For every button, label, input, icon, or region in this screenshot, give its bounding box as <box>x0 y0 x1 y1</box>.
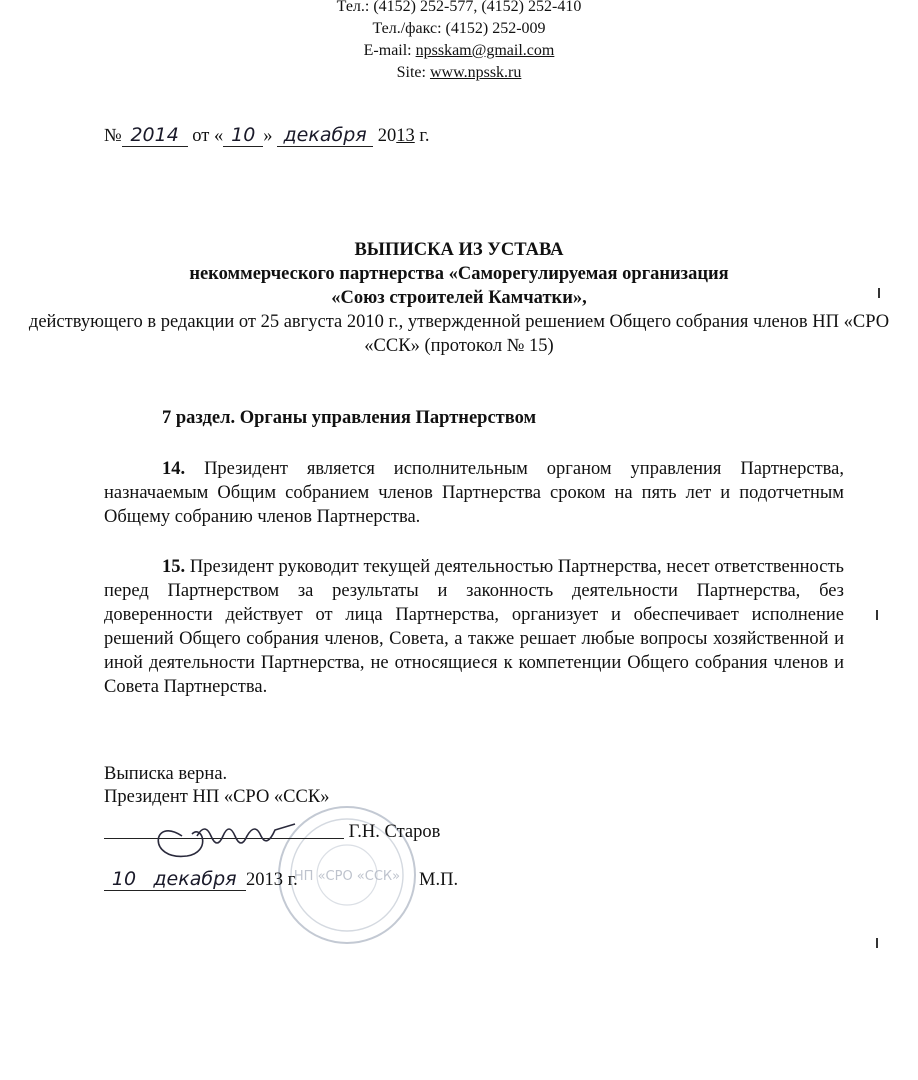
president-position: Президент НП «СРО «ССК» <box>104 787 330 807</box>
site-label: Site: <box>396 64 430 81</box>
margin-mark <box>878 288 880 298</box>
year-unit: г. <box>414 126 430 146</box>
document-number-line <box>104 124 430 147</box>
fax-line: Тел./факс: (4152) 252-009 <box>372 20 546 37</box>
signature-month: декабря <box>144 868 246 891</box>
paragraph-14 <box>104 457 844 529</box>
site-line <box>0 62 918 84</box>
stamp-text: НП «СРО «ССК» <box>293 869 401 884</box>
seal-label: М.П. <box>419 870 459 890</box>
signature-day: 10 <box>104 868 144 891</box>
close-quote: » <box>263 126 273 146</box>
from-label: от « <box>192 126 224 146</box>
margin-mark <box>876 610 878 620</box>
organization-name: «Союз строителей Камчатки», <box>331 288 587 308</box>
paragraph-text: Президент является исполнительным органом управления Партнерства, назначаемым Общим собранием членов Партнерства сроком на пять лет и подотчетным Общему собранию членов Партнерства. <box>104 459 844 527</box>
paragraph-15 <box>104 555 844 699</box>
letterhead-contacts <box>0 0 918 84</box>
document-month: декабря <box>277 124 373 147</box>
document-number: 2014 <box>122 124 188 147</box>
paragraph-number: 15. <box>162 557 186 577</box>
section-title: 7 раздел. Органы управления Партнерством <box>162 408 537 428</box>
year-prefix: 20 <box>377 126 397 146</box>
email-link[interactable]: npsskam@gmail.com <box>415 42 555 59</box>
document-title-block <box>0 238 918 358</box>
year-suffix: 13 <box>396 126 415 146</box>
certified-text: Выписка верна. <box>104 764 228 784</box>
signature-year: 2013 г. <box>246 870 298 890</box>
phone-line: Тел.: (4152) 252-577, (4152) 252-410 <box>336 0 582 15</box>
email-label: E-mail: <box>363 42 416 59</box>
paragraph-number: 14. <box>162 459 186 479</box>
site-link[interactable]: www.npssk.ru <box>429 64 522 81</box>
organization-line: некоммерческого партнерства «Саморегулируемая организация <box>189 264 729 284</box>
edition-note: действующего в редакции от 25 августа 2010 г., утвержденной решением Общего собрания членов НП «СРО «ССК» (протокол № 15) <box>28 312 890 356</box>
signature-date-line <box>104 868 458 891</box>
document-heading: ВЫПИСКА ИЗ УСТАВА <box>354 240 564 260</box>
paragraph-text: Президент руководит текущей деятельностью Партнерства, несет ответственность перед Партнерством за результаты и законность деятельности Партнерства, без доверенности действует от лица Партнерства, организует и обеспечивает исполнение решений Общего собрания членов, Совета, а также решает любые вопросы хозяйственной и иной деятельности Партнерства, не относящиеся к компетенции Общего собрания членов и Совета Партнерства. <box>104 557 844 697</box>
handwritten-signature <box>142 806 332 866</box>
email-line <box>0 40 918 62</box>
president-name: Г.Н. Старов <box>348 822 441 842</box>
number-label: № <box>104 126 122 146</box>
margin-mark <box>876 938 878 948</box>
document-day: 10 <box>223 124 263 147</box>
certification-block <box>104 763 329 809</box>
